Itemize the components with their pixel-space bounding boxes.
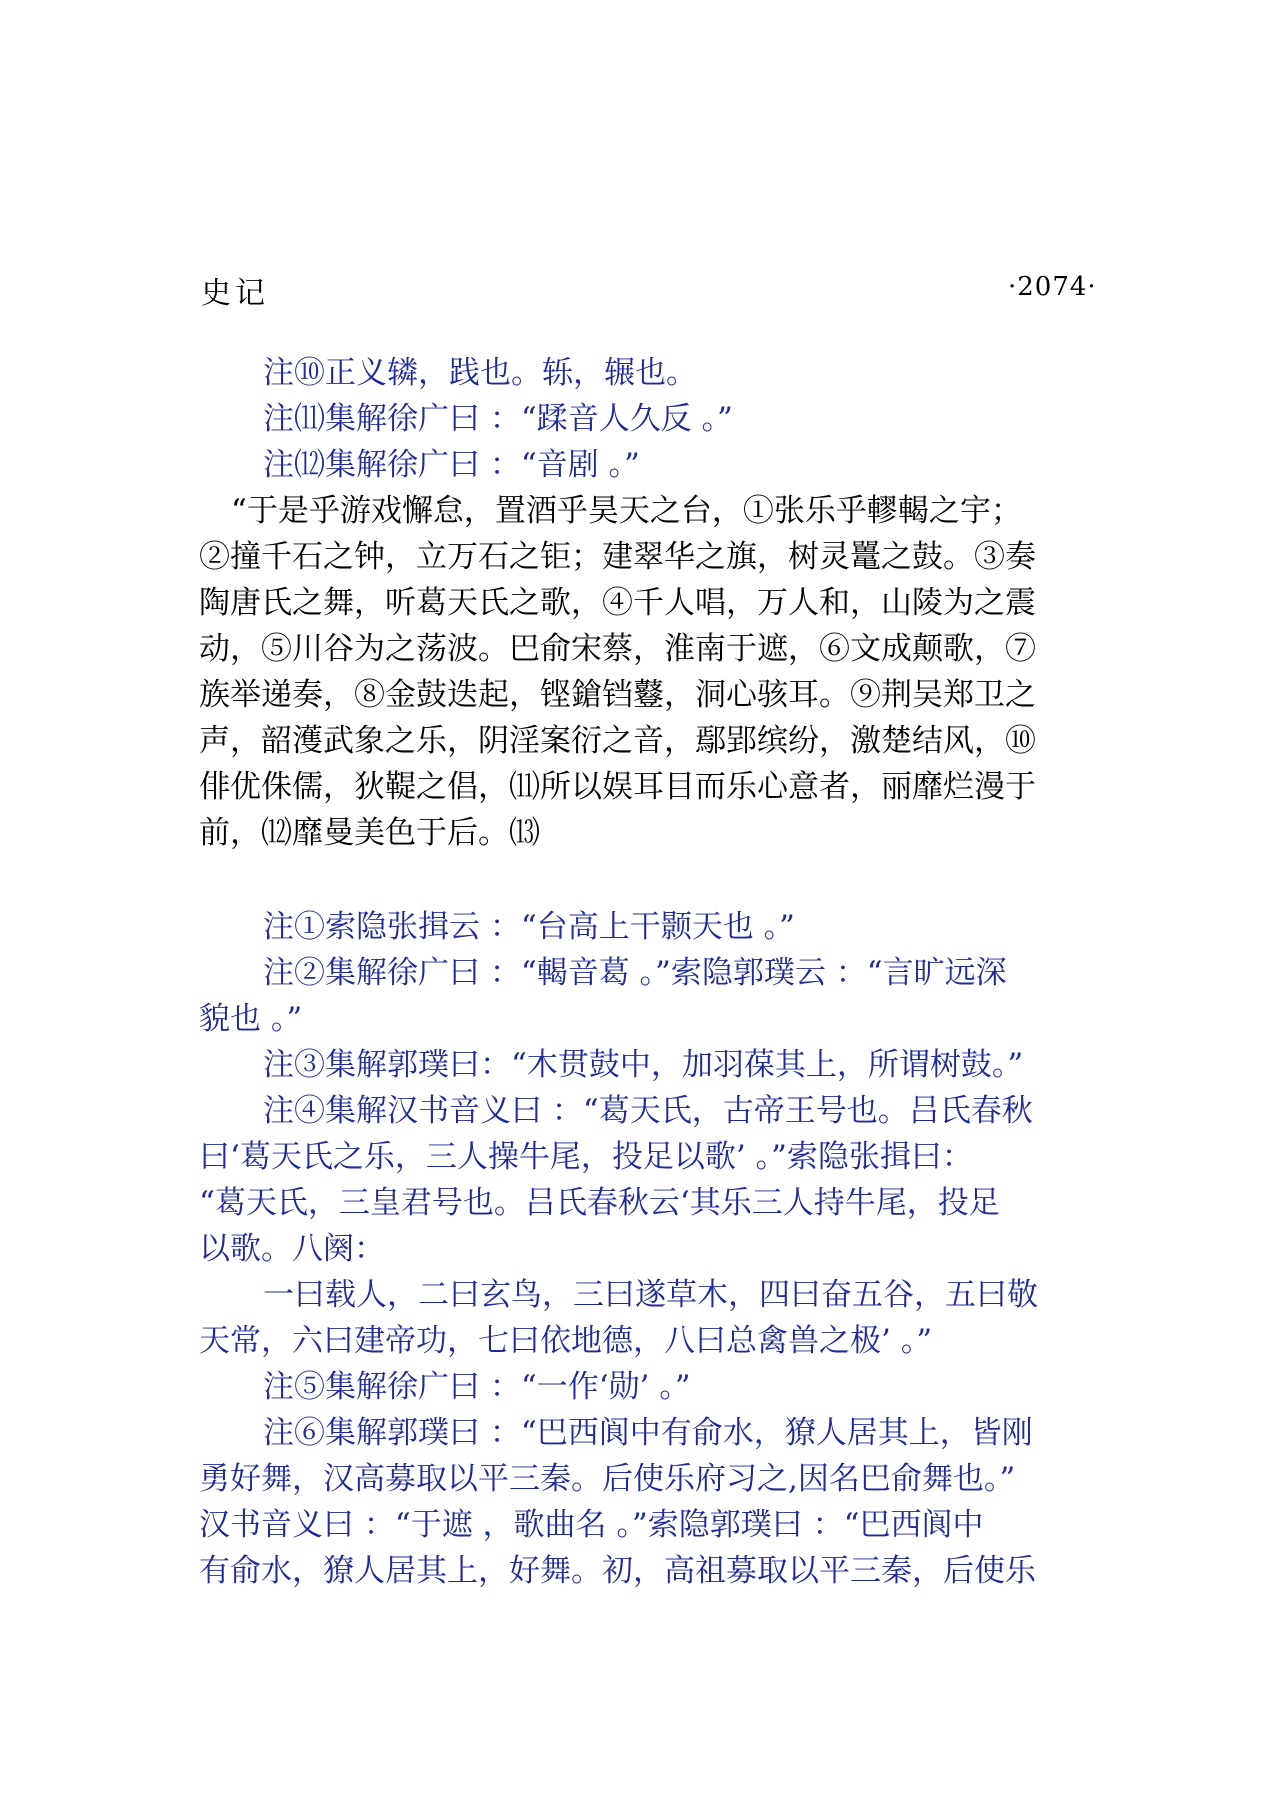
- note-line: 注⑩正义辚，践也。轹，辗也。: [263, 355, 697, 391]
- main-text-line: 俳优侏儒，狄鞮之倡，⑾所以娱耳目而乐心意者，丽靡烂漫于: [199, 769, 1036, 805]
- main-text-line: 声，韶濩武象之乐，阴淫案衍之音，鄢郢缤纷，激楚结风，⑩: [199, 723, 1036, 759]
- note-line: 一曰载人，二曰玄鸟，三曰遂草木，四曰奋五谷，五曰敬: [263, 1277, 1038, 1313]
- note-line: 勇好舞，汉高募取以平三秦。后使乐府习之,因名巴俞舞也。”: [199, 1461, 1016, 1497]
- note-line: 汉书音义曰 ：“于遮 ，歌曲名 。”索隐郭璞曰 ：“巴西阆中: [199, 1507, 984, 1543]
- note-line: 注①索隐张揖云 ：“台高上干颢天也 。”: [263, 909, 795, 945]
- main-text-line: 前，⑿靡曼美色于后。⒀: [199, 815, 540, 851]
- page-body: [199, 350, 1099, 1594]
- note-line: 以歌。八阕：: [199, 1231, 385, 1267]
- main-text-line: ②撞千石之钟，立万石之钜；建翠华之旗，树灵鼍之鼓。③奏: [199, 539, 1036, 575]
- main-text-line: 陶唐氏之舞，听葛天氏之歌，④千人唱，万人和，山陵为之震: [199, 585, 1036, 621]
- book-title: 史记: [201, 276, 269, 311]
- note-line: 注⑥集解郭璞曰 ：“巴西阆中有俞水，獠人居其上，皆刚: [263, 1415, 1033, 1451]
- main-text-line: 动，⑤川谷为之荡波。巴俞宋蔡，淮南于遮，⑥文成颠歌，⑦: [199, 631, 1036, 667]
- note-line: 注⑤集解徐广曰 ：“一作‘勋’ 。”: [263, 1369, 691, 1405]
- section-gap: [199, 856, 1099, 904]
- note-line: 曰‘葛天氏之乐，三人操牛尾，投足以歌’ 。”索隐张揖曰：: [199, 1139, 973, 1175]
- note-line: 注⑾集解徐广曰 ：“蹂音人久反 。”: [263, 401, 733, 437]
- main-text-line: 族举递奏，⑧金鼓迭起，铿鎗铛鼟，洞心骇耳。⑨荆吴郑卫之: [199, 677, 1036, 713]
- note-line: 注③集解郭璞曰：“木贯鼓中，加羽葆其上，所谓树鼓。”: [263, 1047, 1024, 1083]
- main-text-line: “于是乎游戏懈怠，置酒乎昊天之台，①张乐乎轇輵之宇；: [231, 493, 1022, 529]
- note-line: 天常，六曰建帝功，七曰依地德，八曰总禽兽之极’ 。”: [199, 1323, 933, 1359]
- note-line: “葛天氏，三皇君号也。吕氏春秋云‘其乐三人持牛尾，投足: [199, 1185, 1000, 1221]
- note-line: 有俞水，獠人居其上，好舞。初，高祖募取以平三秦，后使乐: [199, 1553, 1036, 1589]
- note-line: 注④集解汉书音义曰 ：“葛天氏，古帝王号也。吕氏春秋: [263, 1093, 1033, 1129]
- note-line: 注⑿集解徐广曰 ：“音剧 。”: [263, 447, 640, 483]
- page-number: ·2074·: [1008, 272, 1097, 302]
- note-line: 貌也 。”: [199, 1001, 303, 1037]
- note-line: 注②集解徐广曰 ：“輵音葛 。”索隐郭璞云 ：“言旷远深: [263, 955, 1007, 991]
